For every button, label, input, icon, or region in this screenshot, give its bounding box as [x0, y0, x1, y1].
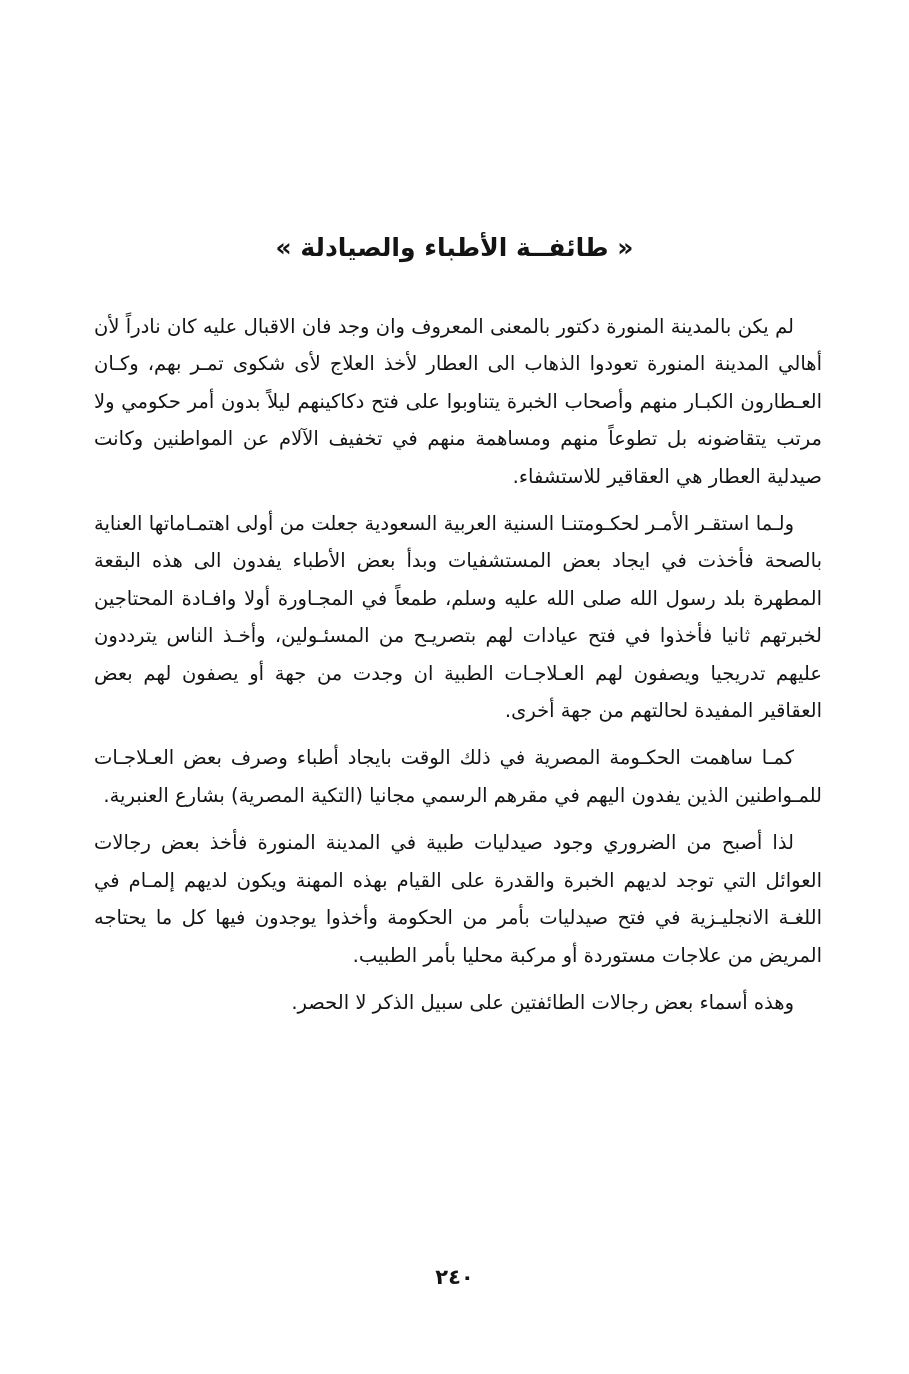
paragraph-2: ولـما استقـر الأمـر لحكـومتنـا السنية العربية السعودية جعلت من أولى اهتمـاماتها العناية بالصحة فأخذت في ايجاد بعض المستشفيات وبدأ بعض الأطباء يفدون الى هذه البقعة المطهرة بلد رسول الله صلى الله عليه وسلم، طمعاً في المجـاورة أولا وافـادة المحتاجين لخبرتهم ثانيا فأخذوا في فتح عيادات لهم بتصريـح من المسئـولين، وأخـذ الناس يترددون عليهم تدريجيا ويصفون لهم العـلاجـات الطبية ان وجدت من جهة أو يصفون لهم بعض العقاقير المفيدة لحالتهم من جهة أخرى.	[94, 512, 822, 723]
paragraph-4: لذا أصبح من الضروري وجود صيدليات طبية في المدينة المنورة فأخذ بعض رجالات العوائل التي توجد لديهم الخبرة والقدرة على القيام بهذه المهنة ويكون لديهم إلمـام في اللغـة الانجليـزية في فتح صيدليات بأمر من الحكومة وأخذوا يوجدون فيها كل ما يحتاجه المريض من علاجات مستوردة أو مركبة محليا بأمر الطبيب.	[94, 831, 822, 967]
paragraph-1: لم يكن بالمدينة المنورة دكتور بالمعنى المعروف وان وجد فان الاقبال عليه كان نادراً لأن أهالي المدينة المنورة تعودوا الذهاب الى العطار لأخذ العلاج لأى شكوى تمـر بهم، وكـان العـطارون الكبـار منهم وأصحاب الخبرة يتناوبوا على فتح دكاكينهم ليلاً بدون أمر حكومي ولا مرتب يتقاضونه بل تطوعاً منهم ومساهمة منهم في تخفيف الآلام عن المواطنين وكانت صيدلية العطار هي العقاقير للاستشفاء.	[94, 315, 822, 488]
page-number: ٢٤٠	[435, 1265, 474, 1289]
paragraph-5: وهذه أسماء بعض رجالات الطائفتين على سبيل الذكر لا الحصر.	[291, 990, 794, 1014]
paragraph-3: كمـا ساهمت الحكـومة المصرية في ذلك الوقت بايجاد أطباء وصرف بعض العـلاجـات للمـواطنين الذين يفدون اليهم في مقرهم الرسمي مجانيا (التكية المصرية) بشارع العنبرية.	[94, 746, 822, 807]
page-title: « طائفــة الأطباء والصيادلة »	[275, 233, 634, 262]
body-text	[94, 308, 822, 1031]
